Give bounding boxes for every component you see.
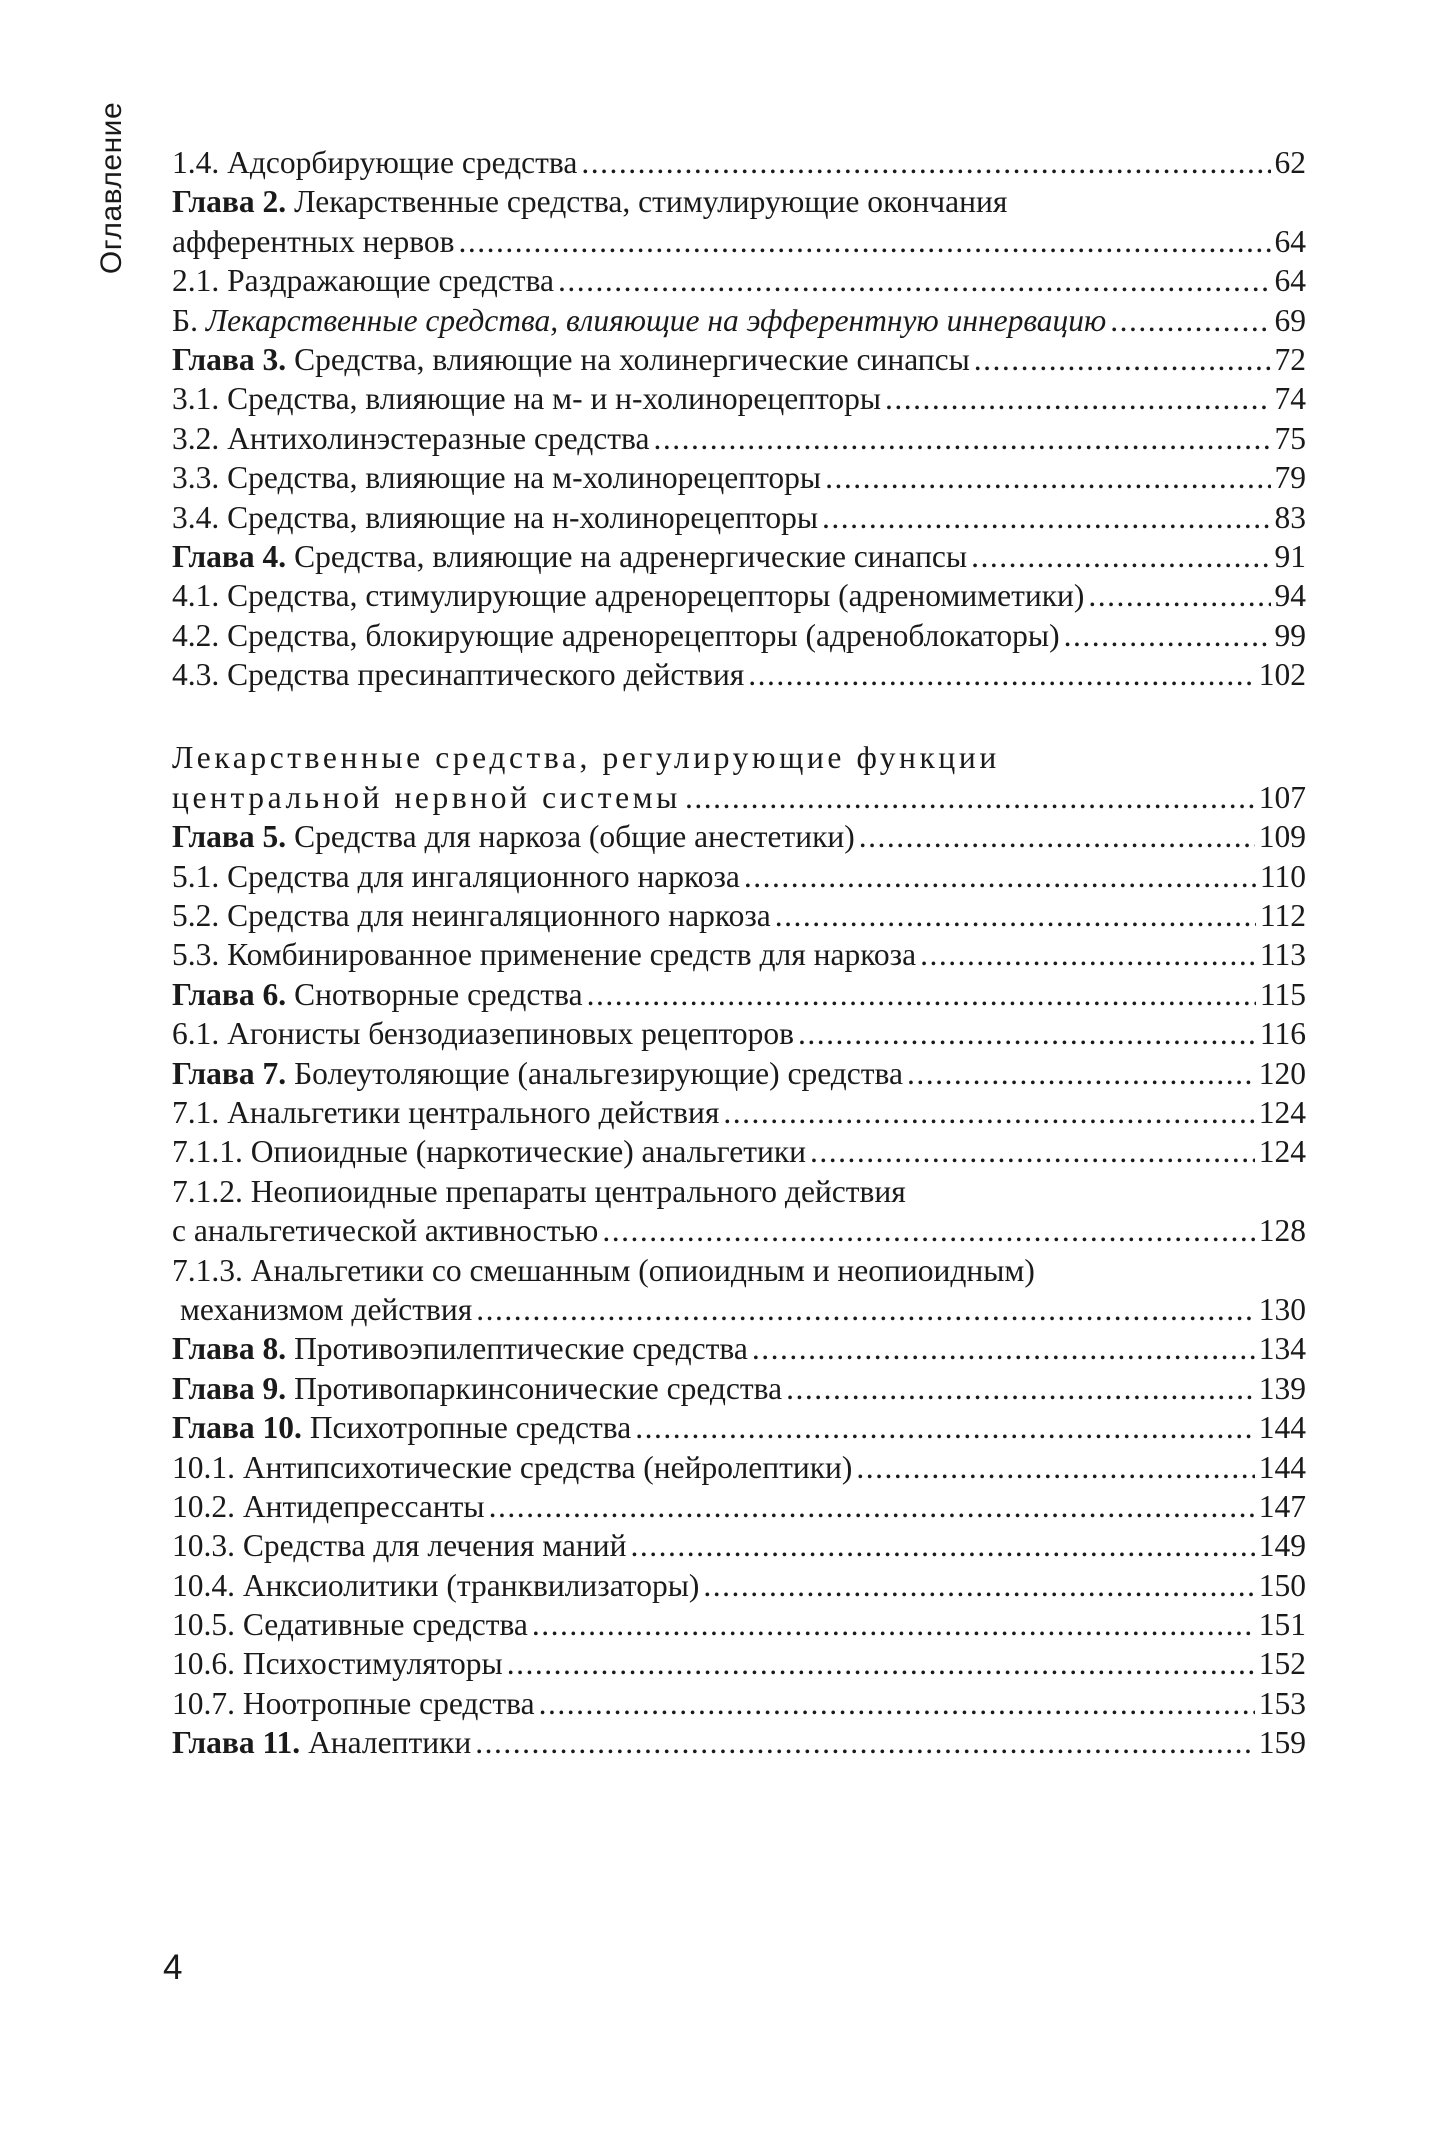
toc-page-number: 124 (1258, 1094, 1306, 1130)
dot-leader (489, 1487, 1255, 1526)
toc-entry-title: 10.4. Анксиолитики (транквилизаторы) (172, 1567, 700, 1603)
toc-entry (172, 419, 1306, 458)
dot-leader (507, 1644, 1255, 1683)
toc-entry (172, 301, 1306, 340)
toc-page-number: 75 (1274, 420, 1306, 456)
toc-entry-title (172, 1723, 471, 1762)
toc-entry-prefix: Глава 10. (172, 1410, 302, 1446)
dot-leader (798, 1014, 1256, 1053)
section-title-line-1 (172, 738, 1306, 777)
dot-leader (723, 1093, 1254, 1132)
section-title-text: центральной нервной системы (172, 779, 681, 815)
dot-leader (685, 778, 1255, 817)
toc-entry-title: 3.4. Средства, влияющие на н-холинорецепторы (172, 499, 819, 535)
toc-entry (172, 817, 1306, 856)
toc-entry-title: 4.1. Средства, стимулирующие адренорецепторы (адреномиметики) (172, 578, 1085, 614)
toc-page-number: 69 (1274, 302, 1306, 338)
toc-entry (172, 1251, 1306, 1290)
toc-entry-text: Средства для наркоза (общие анестетики) (286, 819, 855, 855)
toc-page-number: 62 (1274, 145, 1306, 180)
dot-leader (581, 143, 1270, 182)
toc-entry-title: 5.2. Средства для неингаляционного наркоза (172, 898, 771, 934)
dot-leader (1088, 576, 1270, 615)
dot-leader (810, 1132, 1255, 1171)
toc-page-number: 110 (1259, 858, 1306, 894)
toc-entry (172, 1408, 1306, 1447)
toc-page-number: 130 (1258, 1291, 1306, 1327)
dot-leader (539, 1684, 1255, 1723)
toc-page-number: 115 (1259, 976, 1306, 1012)
toc-entry-prefix: Глава 8. (172, 1331, 287, 1367)
dot-leader (587, 975, 1256, 1014)
toc-page-number: 149 (1258, 1528, 1306, 1564)
dot-leader (635, 1408, 1255, 1447)
toc-entry-title: с анальгетической активностью (172, 1213, 599, 1249)
page-number: 4 (163, 1948, 183, 1987)
toc-entry-title (172, 301, 1106, 340)
dot-leader (859, 817, 1255, 856)
toc-entry-text: Снотворные средства (286, 976, 583, 1012)
toc-entry-title (172, 182, 1007, 221)
dot-leader (748, 655, 1254, 694)
toc-page-number: 94 (1274, 578, 1306, 614)
dot-leader (653, 419, 1270, 458)
toc-entry-title: 6.1. Агонисты бензодиазепиновых рецепторов (172, 1016, 794, 1052)
toc-entry-text: Противопаркинсонические средства (286, 1370, 783, 1406)
toc-entry-title: 5.3. Комбинированное применение средств для наркоза (172, 937, 917, 973)
toc-page-number: 124 (1258, 1134, 1306, 1170)
toc-entry-title: 3.2. Антихолинэстеразные средства (172, 420, 650, 456)
toc-page-number: 102 (1258, 657, 1306, 693)
toc-entry-title (172, 817, 855, 856)
toc-entry (172, 1723, 1306, 1762)
toc-entry (172, 935, 1306, 974)
toc-entry (172, 1172, 1306, 1211)
section-title-text: Лекарственные средства, регулирующие функции (172, 740, 1000, 776)
toc-entry (172, 1644, 1306, 1683)
toc-entry (172, 1684, 1306, 1723)
toc-page-number: 150 (1258, 1567, 1306, 1603)
toc-entry-text: Лекарственные средства, стимулирующие окончания (286, 184, 1008, 220)
toc-page-number: 64 (1274, 263, 1306, 299)
toc-entry (172, 1566, 1306, 1605)
dot-leader (974, 340, 1271, 379)
dot-leader (856, 1448, 1254, 1487)
dot-leader (920, 935, 1256, 974)
toc-entry-prefix: Глава 9. (172, 1370, 287, 1406)
toc-entry (172, 1526, 1306, 1565)
toc-entry-prefix: Глава 3. (172, 341, 287, 377)
dot-leader (744, 857, 1256, 896)
toc-entry-prefix: Глава 7. (172, 1055, 287, 1091)
dot-leader (907, 1054, 1255, 1093)
toc-page-number: 159 (1258, 1725, 1306, 1761)
toc-entry-title: 10.7. Ноотропные средства (172, 1685, 535, 1721)
toc-page-number: 144 (1258, 1449, 1306, 1485)
toc-entry (172, 261, 1306, 300)
dot-leader (476, 1290, 1254, 1329)
toc-entry-title: 10.3. Средства для лечения маний (172, 1528, 627, 1564)
toc-page-number: 113 (1259, 937, 1306, 973)
running-header-section-label: Оглавление (95, 101, 128, 275)
toc-entry (172, 537, 1306, 576)
toc-entry-title (172, 1329, 748, 1368)
dot-leader (475, 1723, 1254, 1762)
toc-page-number: 72 (1274, 341, 1306, 377)
dot-leader (631, 1526, 1255, 1565)
toc-entry (172, 1014, 1306, 1053)
toc-page-number: 147 (1258, 1488, 1306, 1524)
section-title-line-2 (172, 778, 1306, 817)
toc-entry (172, 340, 1306, 379)
toc-entry-title: 10.6. Психостимуляторы (172, 1646, 503, 1682)
toc-entry-title: 3.3. Средства, влияющие на м-холинорецепторы (172, 460, 822, 496)
toc-page-number: 64 (1274, 223, 1306, 259)
toc-entry-title (172, 340, 970, 379)
toc-entry-title: 4.2. Средства, блокирующие адренорецепторы (адреноблокаторы) (172, 617, 1060, 653)
toc-entry (172, 498, 1306, 537)
dot-leader (786, 1369, 1255, 1408)
toc-entry (172, 1487, 1306, 1526)
toc-entry-text: Лекарственные средства, влияющие на эфферентную иннервацию (205, 302, 1107, 338)
toc-entry-prefix: Глава 11. (172, 1725, 301, 1761)
toc-entry-title: афферентных нервов (172, 223, 455, 259)
toc-entry (172, 1329, 1306, 1368)
toc-entry-title: 10.1. Антипсихотические средства (нейролептики) (172, 1449, 853, 1485)
toc-part-2 (172, 817, 1306, 1762)
toc-entry-text: Болеутоляющие (анальгезирующие) средства (286, 1055, 903, 1091)
toc-entry (172, 143, 1306, 182)
dot-leader (825, 458, 1270, 497)
toc-entry (172, 655, 1306, 694)
toc-entry (172, 379, 1306, 418)
toc-entry-title: 5.1. Средства для ингаляционного наркоза (172, 858, 740, 894)
toc-entry-title (172, 1408, 631, 1447)
toc-page-number: 144 (1258, 1410, 1306, 1446)
toc-entry (172, 1093, 1306, 1132)
dot-leader (752, 1329, 1255, 1368)
toc-entry (172, 1211, 1306, 1250)
toc-page-number: 120 (1258, 1055, 1306, 1091)
toc-entry-prefix: Б. (172, 302, 198, 338)
toc-entry-title: механизмом действия (180, 1291, 473, 1327)
toc-entry-text: Средства, влияющие на адренергические синапсы (286, 538, 968, 574)
toc-entry-title (172, 1054, 903, 1093)
toc-entry-title (172, 975, 583, 1014)
toc-entry (172, 975, 1306, 1014)
toc-entry (172, 1605, 1306, 1644)
toc-page-number: 112 (1259, 898, 1306, 934)
toc-entry-text: Аналептики (300, 1725, 472, 1761)
toc-entry-prefix: Глава 6. (172, 976, 287, 1012)
section-gap (172, 694, 1306, 738)
toc-entry (172, 576, 1306, 615)
toc-page-number: 109 (1258, 819, 1306, 855)
toc-entry (172, 458, 1306, 497)
dot-leader (532, 1605, 1255, 1644)
dot-leader (458, 222, 1270, 261)
toc-page-number: 74 (1274, 381, 1306, 417)
toc-entry-title: 7.1. Анальгетики центрального действия (172, 1094, 720, 1130)
toc-page-number: 139 (1258, 1370, 1306, 1406)
toc-entry (172, 1132, 1306, 1171)
dot-leader (885, 379, 1270, 418)
toc-entry-title: 7.1.1. Опиоидные (наркотические) анальгетики (172, 1134, 807, 1170)
toc-entry-title (172, 1369, 782, 1408)
toc-entry-prefix: Глава 5. (172, 819, 287, 855)
toc-page-number: 116 (1259, 1016, 1306, 1052)
dot-leader (602, 1211, 1254, 1250)
toc-entry (172, 857, 1306, 896)
toc-entry-title: 7.1.2. Неопиоидные препараты центрального действия (172, 1173, 906, 1209)
dot-leader (971, 537, 1270, 576)
toc-entry-text: Психотропные средства (301, 1410, 632, 1446)
toc-part-1 (172, 143, 1306, 694)
toc-page-number: 83 (1274, 499, 1306, 535)
toc-entry (172, 1290, 1306, 1329)
toc-entry-title: 10.5. Седативные средства (172, 1607, 528, 1643)
toc-entry-title: 4.3. Средства пресинаптического действия (172, 657, 745, 693)
toc-entry (172, 182, 1306, 221)
dot-leader (775, 896, 1256, 935)
toc-entry (172, 1448, 1306, 1487)
toc-entry-text: Противоэпилептические средства (286, 1331, 748, 1367)
toc-page-number: 128 (1258, 1213, 1306, 1249)
table-of-contents (172, 143, 1306, 1763)
toc-page-number: 153 (1258, 1685, 1306, 1721)
toc-entry-title: 7.1.3. Анальгетики со смешанным (опиоидным и неопиоидным) (172, 1252, 1035, 1288)
toc-entry-text: Средства, влияющие на холинергические синапсы (286, 341, 970, 377)
toc-page-number: 91 (1274, 538, 1306, 574)
toc-entry-title (172, 537, 967, 576)
toc-entry-title: 1.4. Адсорбирующие средства (172, 145, 578, 180)
dot-leader (822, 498, 1270, 537)
toc-page-number: 134 (1258, 1331, 1306, 1367)
toc-page-number: 99 (1274, 617, 1306, 653)
toc-entry-prefix: Глава 4. (172, 538, 287, 574)
dot-leader (703, 1566, 1254, 1605)
toc-entry (172, 616, 1306, 655)
dot-leader (1064, 616, 1271, 655)
toc-entry-prefix: Глава 2. (172, 184, 287, 220)
dot-leader (558, 261, 1270, 300)
toc-entry-title: 10.2. Антидепрессанты (172, 1488, 485, 1524)
toc-entry-title: 3.1. Средства, влияющие на м- и н-холинорецепторы (172, 381, 882, 417)
toc-page-number: 107 (1258, 779, 1306, 815)
dot-leader (1110, 301, 1270, 340)
toc-page-number: 151 (1258, 1607, 1306, 1643)
toc-entry (172, 896, 1306, 935)
toc-entry-title: 2.1. Раздражающие средства (172, 263, 555, 299)
toc-page-number: 152 (1258, 1646, 1306, 1682)
toc-entry (172, 1369, 1306, 1408)
toc-entry (172, 222, 1306, 261)
toc-page-number: 79 (1274, 460, 1306, 496)
toc-entry (172, 1054, 1306, 1093)
